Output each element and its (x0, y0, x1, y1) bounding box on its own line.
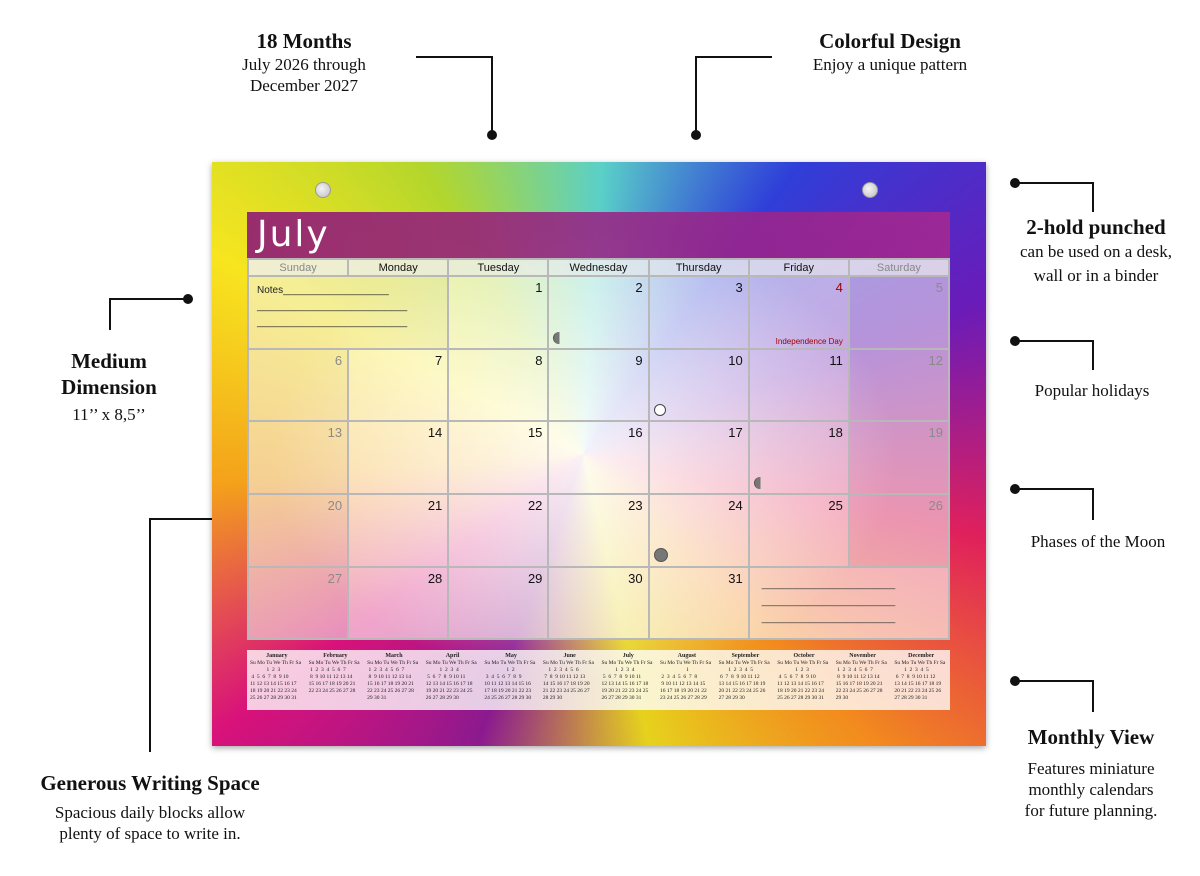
callout-title: 18 Months (256, 29, 352, 53)
full-moon-icon (654, 404, 666, 416)
day-cell[interactable] (448, 494, 548, 567)
day-number: 6 (334, 352, 343, 368)
day-cell[interactable] (649, 349, 749, 422)
day-cell[interactable] (849, 276, 949, 349)
day-cell[interactable] (448, 567, 548, 640)
callout-text: can be used on a desk, (1019, 242, 1172, 261)
day-number: 21 (427, 498, 443, 514)
writing-lines: ________________________ ________________________ ________________________ (761, 578, 896, 624)
mini-month-name: March (385, 653, 403, 659)
mini-calendar-strip (247, 650, 950, 710)
day-cell[interactable] (849, 349, 949, 422)
day-number: 29 (527, 570, 543, 586)
mini-month-days: Su Mo Tu We Th Fr Sa 1 2 3 4 5 6 7 8 9 10 11 12 13 14 15 16 17 18 19 20 21 22 23 24 25 26 27 28 29 30 (425, 660, 477, 701)
day-number: 3 (735, 280, 743, 295)
mini-month-name: February (323, 653, 348, 659)
day-cell[interactable] (849, 494, 949, 567)
mini-month (364, 650, 423, 710)
mini-month-name: April (445, 653, 460, 659)
day-cell[interactable] (248, 421, 348, 494)
day-number: 4 (835, 280, 843, 295)
mini-month (833, 650, 892, 710)
day-cell[interactable] (448, 349, 548, 422)
mini-month (540, 650, 599, 710)
day-number: 20 (327, 498, 343, 514)
day-cell[interactable] (548, 567, 648, 640)
weekday-header: Wednesday (548, 259, 648, 276)
callout-text: December 2027 (249, 76, 359, 95)
day-cell[interactable] (348, 349, 448, 422)
mini-month-name: August (677, 653, 696, 659)
day-cell[interactable] (248, 494, 348, 567)
mini-month (306, 650, 365, 710)
third-quarter-moon-icon (754, 477, 766, 489)
mini-month (891, 650, 950, 710)
day-number: 7 (435, 352, 443, 368)
day-cell[interactable] (649, 276, 749, 349)
day-number: 25 (828, 498, 843, 514)
day-number: 9 (635, 352, 643, 368)
day-number: 2 (635, 280, 643, 295)
third-quarter-moon-icon (553, 332, 565, 344)
weekday-header: Monday (348, 259, 448, 276)
day-cell[interactable] (348, 421, 448, 494)
day-number: 18 (828, 425, 843, 441)
day-number: 8 (535, 352, 543, 368)
day-number: 11 (829, 352, 843, 368)
day-number: 12 (928, 352, 943, 368)
day-cell[interactable] (348, 567, 448, 640)
mini-month-name: January (266, 653, 288, 659)
day-cell[interactable] (749, 421, 849, 494)
notes-cell[interactable] (248, 276, 448, 349)
callout-holidays (1002, 380, 1182, 401)
callout-dimension (38, 348, 180, 425)
mini-month-name: December (908, 653, 935, 659)
mini-month-days: Su Mo Tu We Th Fr Sa 1 2 3 4 5 6 7 8 9 10 11 12 13 14 15 16 17 18 19 20 21 22 23 24 25 26 27 28 29 30 31 (777, 660, 829, 701)
callout-text: monthly calendars (1028, 780, 1154, 799)
day-cell[interactable] (548, 494, 648, 567)
day-number: 16 (628, 425, 643, 441)
day-number: 24 (728, 498, 743, 514)
day-cell[interactable] (548, 276, 648, 349)
callout-title: 2-hold punched (1026, 215, 1166, 239)
mini-month (598, 650, 657, 710)
mini-month-days: Su Mo Tu We Th Fr Sa 1 2 3 4 5 6 7 8 9 10 11 12 13 14 15 16 17 18 19 20 21 22 23 24 25 26 27 28 29 30 31 (250, 660, 302, 701)
day-number: 23 (628, 498, 643, 514)
day-number: 30 (628, 570, 643, 586)
callout-text: Phases of the Moon (1030, 532, 1166, 551)
day-number: 15 (527, 425, 543, 441)
callout-hole-punched (992, 214, 1200, 288)
mini-month-days: Su Mo Tu We Th Fr Sa 1 2 3 4 5 6 7 8 9 10 11 12 13 14 15 16 17 18 19 20 21 22 23 24 25 26 27 28 29 30 (484, 660, 536, 701)
callout-text: Popular holidays (1034, 381, 1150, 400)
callout-text: wall or in a binder (1033, 266, 1159, 285)
mini-month-name: November (849, 653, 876, 659)
day-number: 19 (928, 425, 943, 441)
callout-text: July 2026 through (242, 55, 366, 74)
weekday-header: Friday (749, 259, 849, 276)
callout-title: Generous Writing Space (40, 771, 260, 795)
callout-text: 11’’ x 8,5’’ (72, 405, 146, 424)
desk-calendar (212, 162, 986, 746)
new-moon-icon (654, 548, 668, 562)
mini-month-name: October (793, 653, 815, 659)
callout-title: Dimension (61, 375, 157, 399)
callout-monthly-view (1000, 724, 1182, 821)
day-number: 1 (535, 280, 543, 295)
day-cell[interactable] (649, 421, 749, 494)
day-cell[interactable] (248, 567, 348, 640)
punch-hole-left (315, 182, 331, 198)
day-cell[interactable] (749, 276, 849, 349)
weekday-header: Thursday (649, 259, 749, 276)
mini-month-days: Su Mo Tu We Th Fr Sa 1 2 3 4 5 6 7 8 9 10 11 12 13 14 15 16 17 18 19 20 21 22 23 24 25 26 27 28 (308, 660, 360, 694)
day-number: 27 (327, 570, 343, 586)
mini-month-days: Su Mo Tu We Th Fr Sa 1 2 3 4 5 6 7 8 9 10 11 12 13 14 15 16 17 18 19 20 21 22 23 24 25 26 27 28 29 30 (542, 660, 594, 701)
mini-month-days: Su Mo Tu We Th Fr Sa 1 2 3 4 5 6 7 8 9 10 11 12 13 14 15 16 17 18 19 20 21 22 23 24 25 26 27 28 29 30 (718, 660, 770, 701)
mini-month-days: Su Mo Tu We Th Fr Sa 1 2 3 4 5 6 7 8 9 10 11 12 13 14 15 16 17 18 19 20 21 22 23 24 25 26 27 28 29 30 31 (601, 660, 653, 701)
day-cell[interactable] (248, 349, 348, 422)
callout-title: Colorful Design (819, 29, 961, 53)
callout-title: Medium (71, 349, 147, 373)
mini-month (247, 650, 306, 710)
day-cell[interactable] (548, 349, 648, 422)
callout-text: Enjoy a unique pattern (812, 55, 968, 74)
mini-month-days: Su Mo Tu We Th Fr Sa 1 2 3 4 5 6 7 8 9 10 11 12 13 14 15 16 17 18 19 20 21 22 23 24 25 26 27 28 29 (660, 660, 712, 701)
mini-month-name: June (563, 653, 576, 659)
day-cell[interactable] (849, 421, 949, 494)
weekday-header: Sunday (248, 259, 348, 276)
notes-label: Notes___________________ ___________________________ ___________________________ (257, 285, 408, 328)
callout-18-months (224, 28, 384, 96)
callout-colorful-design (790, 28, 990, 75)
calendar-table (247, 258, 950, 640)
weekday-header: Saturday (849, 259, 949, 276)
day-cell[interactable] (448, 276, 548, 349)
day-cell[interactable] (749, 349, 849, 422)
month-title: July (247, 212, 950, 258)
callout-title: Monthly View (1027, 725, 1155, 749)
month-grid (247, 212, 950, 639)
day-number: 5 (935, 280, 943, 295)
mini-month-days: Su Mo Tu We Th Fr Sa 1 2 3 4 5 6 7 8 9 10 11 12 13 14 15 16 17 18 19 20 21 22 23 24 25 26 27 28 29 30 31 (367, 660, 419, 701)
mini-month-name: September (731, 653, 760, 659)
day-cell[interactable] (448, 421, 548, 494)
day-number: 17 (728, 425, 743, 441)
day-cell[interactable] (548, 421, 648, 494)
day-number: 10 (728, 352, 743, 368)
day-number: 13 (327, 425, 343, 441)
mini-month-name: May (505, 653, 517, 659)
day-number: 31 (728, 570, 743, 586)
day-cell[interactable] (348, 494, 448, 567)
holiday-label: Independence Day (775, 336, 843, 346)
mini-month (657, 650, 716, 710)
callout-moon-phases (1000, 531, 1196, 552)
callout-text: Spacious daily blocks allow (54, 803, 246, 822)
callout-writing-space (16, 770, 284, 844)
callout-text: plenty of space to write in. (59, 824, 241, 843)
callout-text: for future planning. (1024, 801, 1158, 820)
punch-hole-right (862, 182, 878, 198)
mini-month (716, 650, 775, 710)
callout-text: Features miniature (1027, 759, 1155, 778)
day-number: 26 (928, 498, 943, 514)
end-notes-cell[interactable] (749, 567, 949, 640)
day-number: 22 (527, 498, 543, 514)
mini-month-days: Su Mo Tu We Th Fr Sa 1 2 3 4 5 6 7 8 9 10 11 12 13 14 15 16 17 18 19 20 21 22 23 24 25 26 27 28 29 30 31 (894, 660, 946, 701)
day-number: 28 (427, 570, 443, 586)
mini-month-days: Su Mo Tu We Th Fr Sa 1 2 3 4 5 6 7 8 9 10 11 12 13 14 15 16 17 18 19 20 21 22 23 24 25 26 27 28 29 30 (835, 660, 887, 701)
mini-month (481, 650, 540, 710)
mini-month (423, 650, 482, 710)
mini-month (774, 650, 833, 710)
mini-month-name: July (622, 653, 634, 659)
weekday-header: Tuesday (448, 259, 548, 276)
day-cell[interactable] (649, 567, 749, 640)
day-cell[interactable] (649, 494, 749, 567)
day-cell[interactable] (749, 494, 849, 567)
day-number: 14 (427, 425, 443, 441)
